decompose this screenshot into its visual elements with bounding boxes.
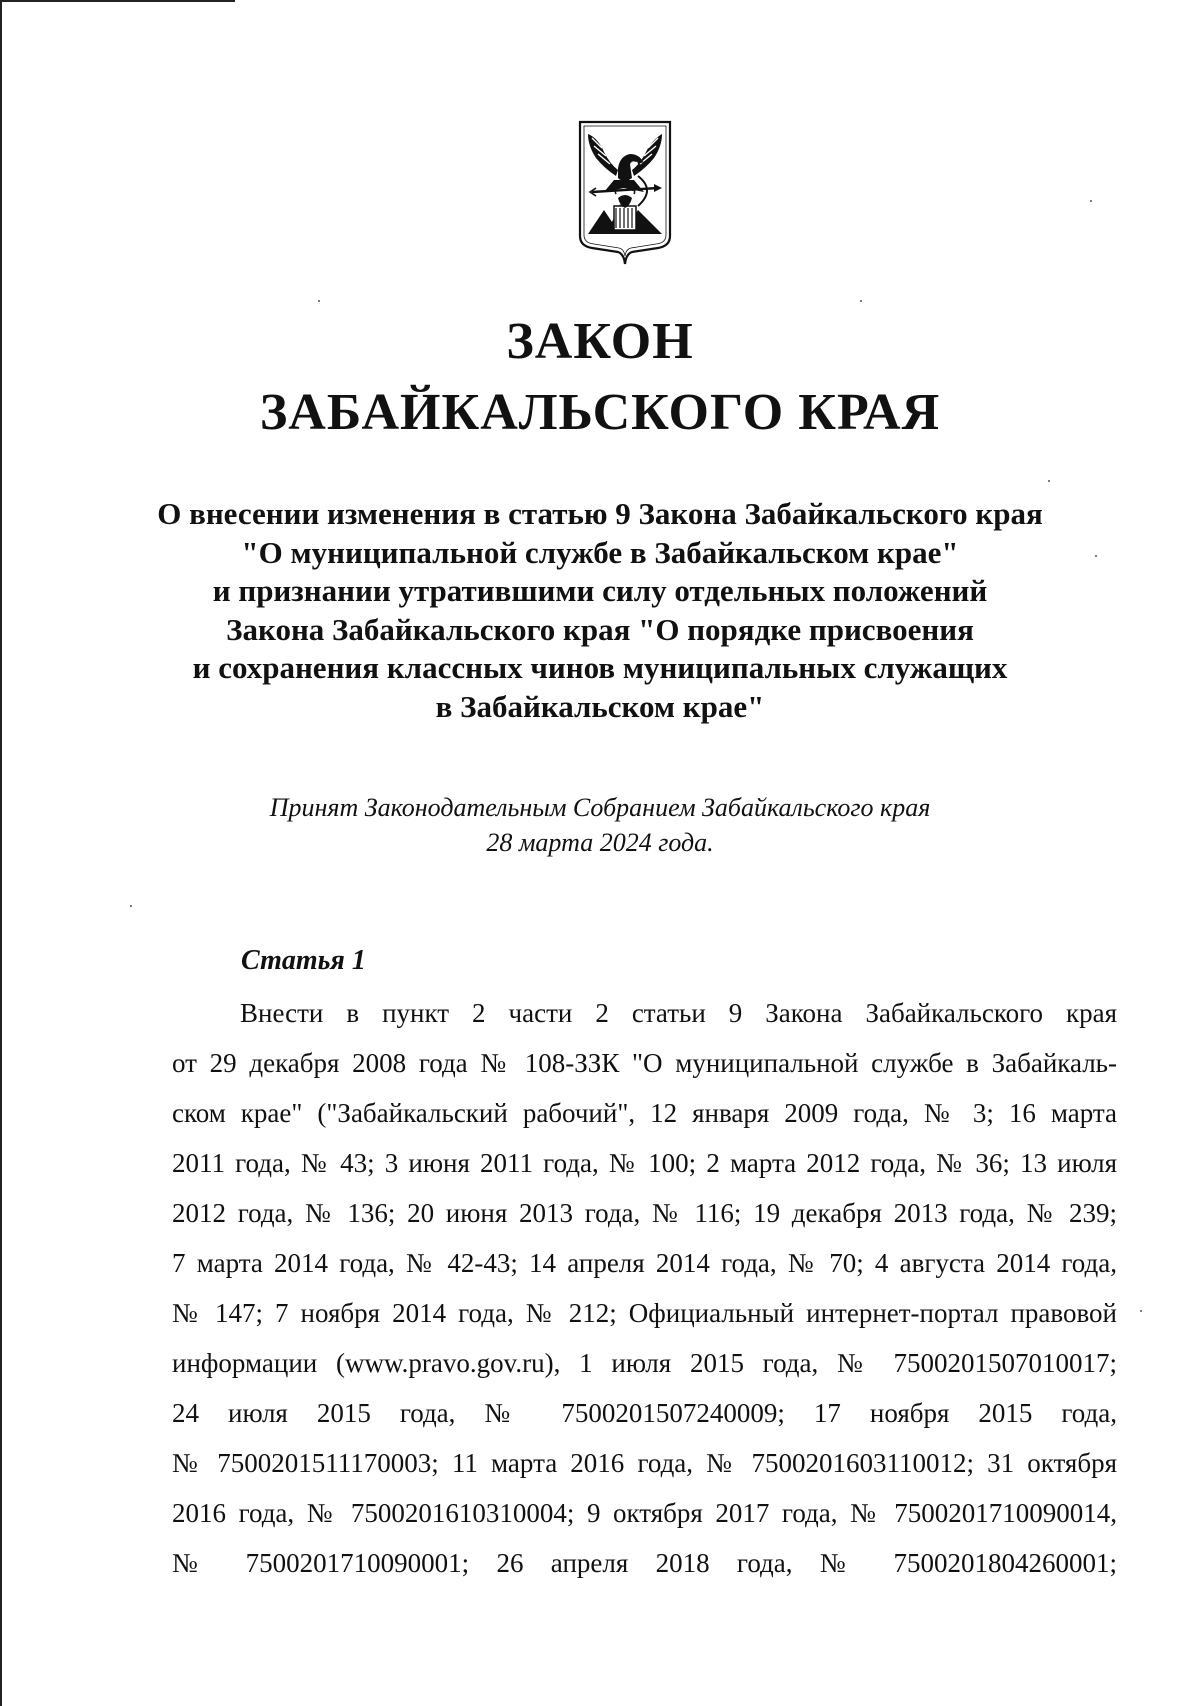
scan-speck	[318, 300, 320, 302]
body-line: № 7500201710090001; 26 апреля 2018 года, № 7500201804260001;	[172, 1548, 1117, 1578]
body-line: № 147; 7 ноября 2014 года, № 212; Официальный интернет-портал правовой	[172, 1298, 1117, 1328]
body-line: от 29 декабря 2008 года № 108-ЗЗК "О муниципальной службе в Забайкаль-	[172, 1048, 1117, 1078]
coat-of-arms-icon	[574, 118, 676, 266]
body-line: 24 июля 2015 года, № 7500201507240009; 17 ноября 2015 года,	[172, 1398, 1117, 1428]
body-line: 7 марта 2014 года, № 42-43; 14 апреля 2014 года, № 70; 4 августа 2014 года,	[172, 1248, 1117, 1278]
body-line: Внести в пункт 2 части 2 статьи 9 Закона Забайкальского края	[240, 998, 1117, 1028]
article-heading: Статья 1	[241, 945, 366, 976]
scan-edge-top	[0, 0, 235, 2]
scan-speck	[860, 300, 862, 302]
law-title-line1: ЗАКОН	[506, 313, 694, 370]
scan-speck	[1048, 480, 1050, 482]
body-line: информации (www.pravo.gov.ru), 1 июля 2015 года, № 7500201507010017;	[172, 1348, 1117, 1378]
law-subject-line: и признании утратившими силу отдельных положений	[212, 573, 988, 608]
scan-speck	[1090, 200, 1092, 202]
law-subject-line: в Забайкальском крае"	[435, 688, 765, 724]
law-subject-line: "О муниципальной службе в Забайкальском крае"	[241, 534, 959, 570]
law-subject-line: и сохранения классных чинов муниципальных служащих	[192, 650, 1008, 685]
adoption-date: 28 марта 2024 года.	[486, 828, 714, 857]
law-subject-line: Закона Забайкальского края "О порядке присвоения	[226, 611, 974, 647]
law-subject	[0, 495, 1200, 726]
body-line: 2011 года, № 43; 3 июня 2011 года, № 100; 2 марта 2012 года, № 36; 13 июля	[172, 1148, 1117, 1178]
body-line: ском крае" ("Забайкальский рабочий", 12 января 2009 года, № 3; 16 марта	[172, 1098, 1117, 1128]
body-line: № 7500201511170003; 11 марта 2016 года, № 7500201603110012; 31 октября	[172, 1448, 1117, 1478]
body-line: 2012 года, № 136; 20 июня 2013 года, № 116; 19 декабря 2013 года, № 239;	[172, 1198, 1117, 1228]
scan-speck	[1140, 1310, 1142, 1312]
body-line: 2016 года, № 7500201610310004; 9 октября 2017 года, № 7500201710090014,	[172, 1498, 1117, 1528]
law-title-line2: ЗАБАЙКАЛЬСКОГО КРАЯ	[259, 384, 941, 441]
adoption-note	[0, 790, 1200, 860]
scan-speck	[130, 905, 132, 907]
law-subject-line: О внесении изменения в статью 9 Закона Забайкальского края	[157, 496, 1043, 531]
adoption-note-line1: Принят Законодательным Собранием Забайкальского края	[269, 793, 931, 822]
article-body	[172, 988, 1117, 1588]
